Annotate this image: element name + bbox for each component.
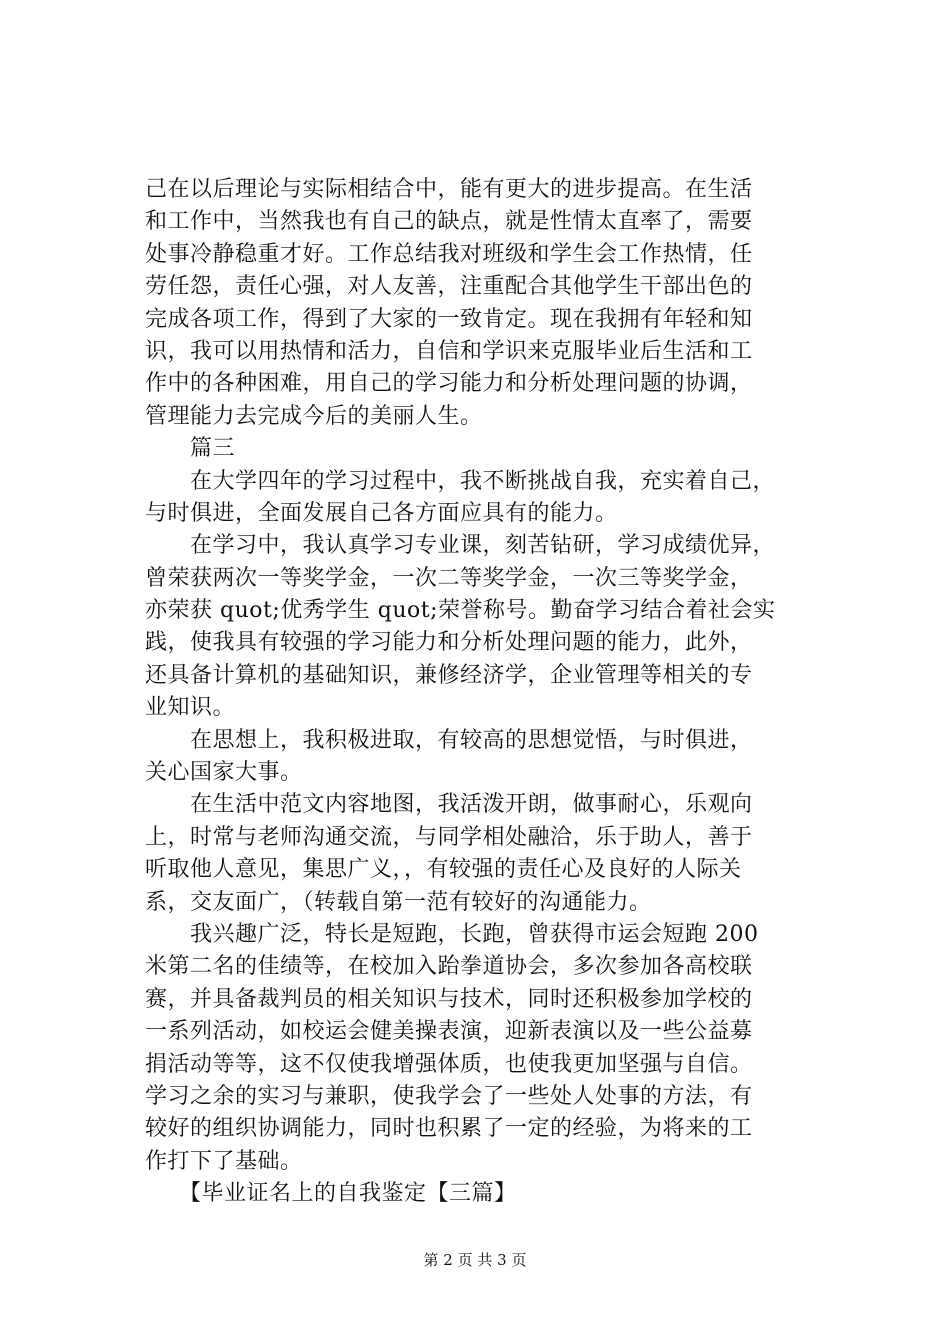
text-line: 业知识。 [145, 695, 236, 721]
text-line: 劳任怨，责任心强，对人友善，注重配合其他学生干部出色的 [145, 274, 753, 300]
text-line: 我兴趣广泛，特长是短跑，长跑，曾获得市运会短跑 200 [145, 921, 759, 947]
text-line: 捐活动等等，这不仅使我增强体质，也使我更加坚强与自信。 [145, 1051, 753, 1077]
text-line: 较好的组织协调能力，同时也积累了一定的经验，为将来的工 [145, 1116, 753, 1142]
section-heading: 篇三 [145, 436, 236, 462]
text-line: 处事冷静稳重才好。工作总结我对班级和学生会工作热情，任 [145, 241, 753, 267]
text-line: 在大学四年的学习过程中，我不断挑战自我，充实着自己， [145, 468, 776, 494]
document-title-line: 【毕业证名上的自我鉴定【三篇】 [145, 1181, 517, 1207]
text-line: 米第二名的佳绩等，在校加入跆拳道协会，多次参加各高校联 [145, 954, 753, 980]
text-line: 一系列活动，如校运会健美操表演，迎新表演以及一些公益募 [145, 1019, 753, 1045]
text-line: 践，使我具有较强的学习能力和分析处理问题的能力，此外， [145, 630, 753, 656]
page-number: 第 2 页 共 3 页 [423, 1251, 527, 1269]
text-line: 听取他人意见，集思广义，，有较强的责任心及良好的人际关 [145, 857, 742, 883]
text-line: 还具备计算机的基础知识，兼修经济学，企业管理等相关的专 [145, 662, 753, 688]
text-line: 学习之余的实习与兼职，使我学会了一些处人处事的方法，有 [145, 1083, 753, 1109]
document-body [145, 174, 835, 1211]
text-line: 曾荣获两次一等奖学金，一次二等奖学金，一次三等奖学金， [145, 565, 753, 591]
text-line: 识，我可以用热情和活力，自信和学识来克服毕业后生活和工 [145, 338, 753, 364]
text-line: 系，交友面广，（转载自第一范有较好的沟通能力。 [145, 889, 652, 915]
text-line: 关心国家大事。 [145, 760, 303, 786]
text-line: 上，时常与老师沟通交流，与同学相处融洽，乐于助人，善于 [145, 824, 753, 850]
text-line: 作打下了基础。 [145, 1148, 303, 1174]
text-line: 作中的各种困难，用自己的学习能力和分析处理问题的协调， [145, 371, 753, 397]
text-line: 己在以后理论与实际相结合中，能有更大的进步提高。在生活 [145, 177, 753, 202]
text-line: 与时俱进，全面发展自己各方面应具有的能力。 [145, 500, 618, 526]
text-line: 在学习中，我认真学习专业课，刻苦钻研，学习成绩优异， [145, 533, 776, 559]
text-line: 在思想上，我积极进取，有较高的思想觉悟，与时俱进， [145, 727, 753, 753]
text-line: 赛，并具备裁判员的相关知识与技术，同时还积极参加学校的 [145, 986, 753, 1012]
text-line: 完成各项工作，得到了大家的一致肯定。现在我拥有年轻和知 [145, 306, 753, 332]
text-line: 在生活中范文内容地图，我活泼开朗，做事耐心，乐观向 [145, 792, 753, 818]
text-line: 和工作中，当然我也有自己的缺点，就是性情太直率了，需要 [145, 209, 753, 235]
text-line: 管理能力去完成今后的美丽人生。 [145, 403, 483, 429]
text-line: 亦荣获 quot;优秀学生 quot;荣誉称号。勤奋学习结合着社会实 [145, 598, 776, 624]
